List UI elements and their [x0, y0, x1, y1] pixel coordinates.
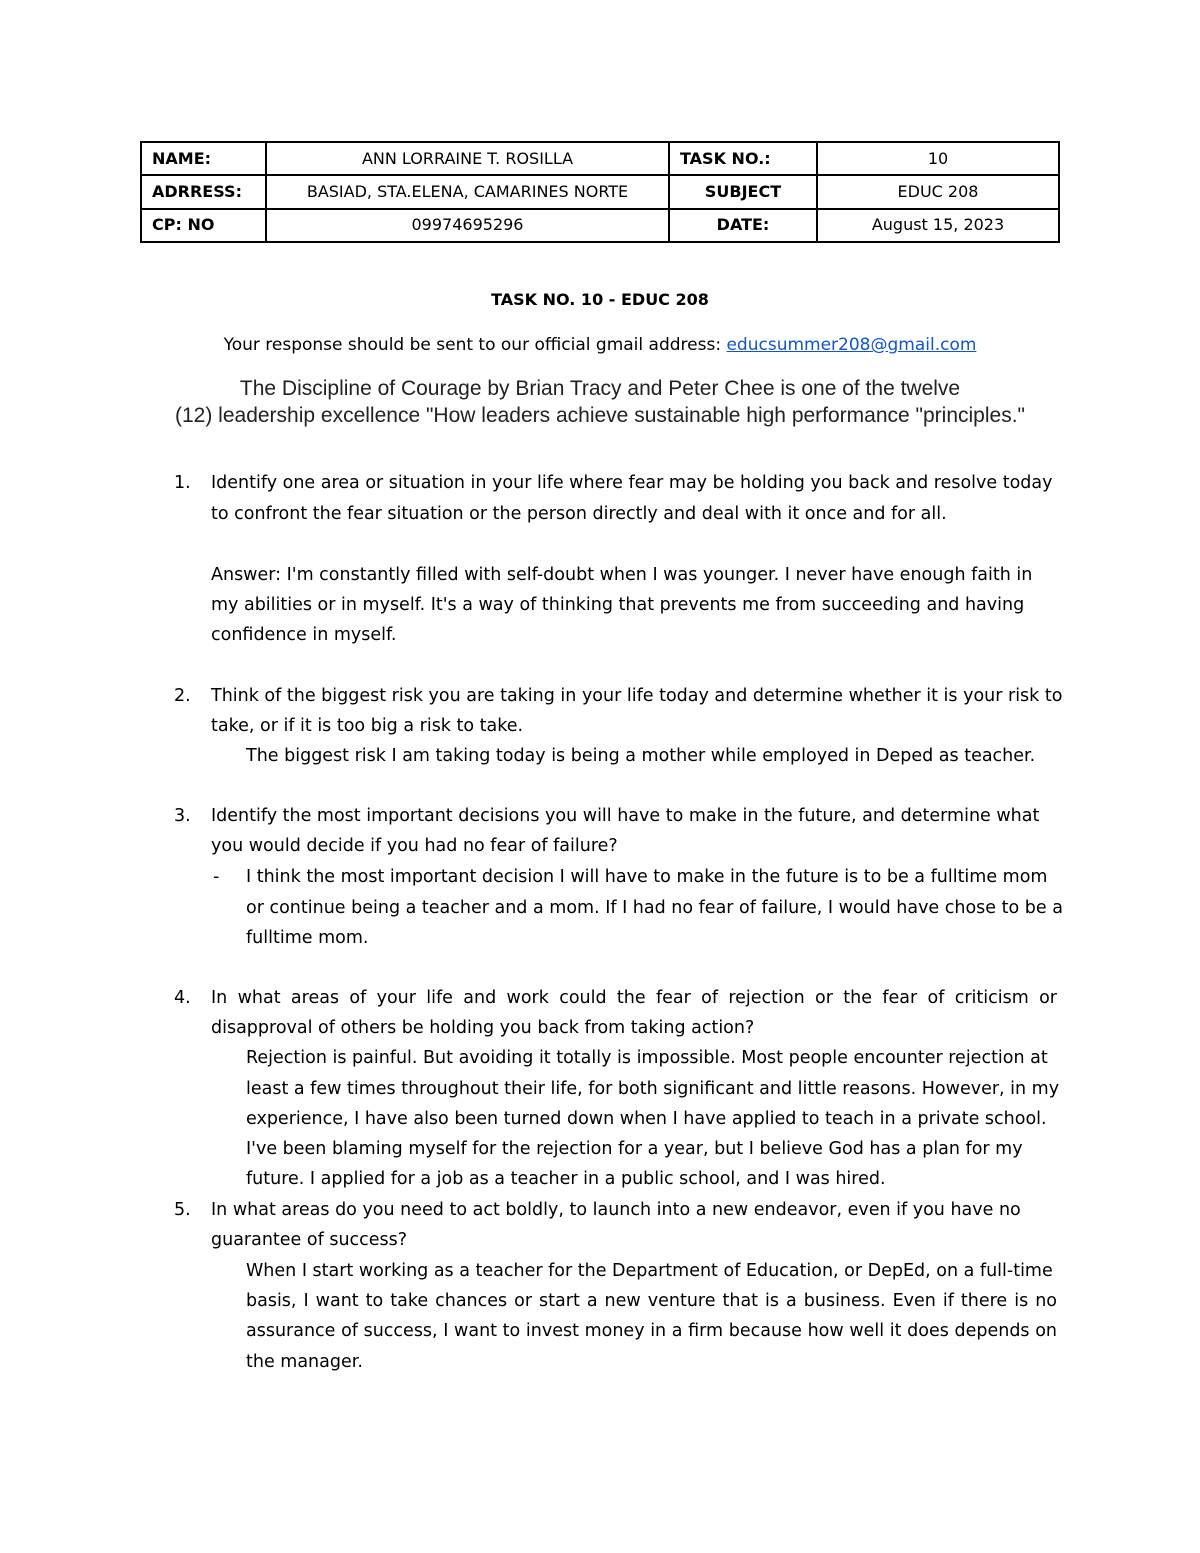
- task-label: TASK NO.:: [669, 142, 817, 175]
- question-line: Identify the most important decisions you will have to make in the future, and determine what: [211, 806, 1040, 826]
- question-line: disapproval of others be holding you back from taking action?: [211, 1018, 755, 1038]
- answer-line: Answer: I'm constantly filled with self-doubt when I was younger. I never have enough faith in: [211, 565, 1033, 585]
- answer-line: confidence in myself.: [211, 625, 397, 645]
- answer-line: least a few times throughout their life, for both significant and little reasons. However, in my: [246, 1079, 1060, 1099]
- email-link[interactable]: educsummer208@gmail.com: [726, 335, 977, 355]
- question-number: 3.: [174, 806, 191, 826]
- table-row: [141, 209, 1059, 242]
- answer-line: I think the most important decision I will have to make in the future is to be a fulltime mom: [246, 867, 1048, 887]
- send-instruction-text: Your response should be sent to our official gmail address:: [223, 335, 727, 355]
- cp-value: 09974695296: [266, 209, 669, 242]
- answer-line: future. I applied for a job as a teacher in a public school, and I was hired.: [246, 1169, 886, 1189]
- cp-label: CP: NO: [141, 209, 266, 242]
- answer-line: assurance of success, I want to invest money in a firm because how well it does depends on: [246, 1321, 1057, 1341]
- answer-line: When I start working as a teacher for the Department of Education, or DepEd, on a full-time: [246, 1261, 1053, 1281]
- question-line: take, or if it is too big a risk to take.: [211, 716, 524, 736]
- answer-dash: -: [213, 867, 220, 887]
- intro-line: (12) leadership excellence "How leaders achieve sustainable high performance "principles.": [175, 404, 1025, 427]
- intro-line: The Discipline of Courage by Brian Tracy and Peter Chee is one of the twelve: [239, 377, 961, 400]
- subject-label: SUBJECT: [669, 175, 817, 208]
- answer-line: Rejection is painful. But avoiding it totally is impossible. Most people encounter rejection at: [246, 1048, 1048, 1068]
- question-number: 4.: [174, 988, 191, 1008]
- intro-paragraph: [140, 375, 1060, 429]
- answer-line: or continue being a teacher and a mom. If I had no fear of failure, I would have chose to be a: [246, 898, 1063, 918]
- question-line: Identify one area or situation in your life where fear may be holding you back and resolve today: [211, 473, 1053, 493]
- task-value: 10: [817, 142, 1059, 175]
- subject-value: EDUC 208: [817, 175, 1059, 208]
- header-info-table: [140, 141, 1060, 243]
- question-line: you would decide if you had no fear of failure?: [211, 836, 618, 856]
- answer-line: the manager.: [246, 1352, 363, 1372]
- question-line: guarantee of success?: [211, 1230, 408, 1250]
- question-number: 2.: [174, 686, 191, 706]
- date-value: August 15, 2023: [817, 209, 1059, 242]
- answer-line: my abilities or in myself. It's a way of thinking that prevents me from succeeding and having: [211, 595, 1025, 615]
- question-line: to confront the fear situation or the person directly and deal with it once and for all.: [211, 504, 947, 524]
- question-line: In what areas do you need to act boldly, to launch into a new endeavor, even if you have no: [211, 1200, 1021, 1220]
- name-label: NAME:: [141, 142, 266, 175]
- name-value: ANN LORRAINE T. ROSILLA: [266, 142, 669, 175]
- answer-line: I've been blaming myself for the rejection for a year, but I believe God has a plan for my: [246, 1139, 1023, 1159]
- question-number: 1.: [174, 473, 191, 493]
- answer-line: fulltime mom.: [246, 928, 369, 948]
- send-instruction: [0, 335, 1200, 355]
- answer-line: experience, I have also been turned down when I have applied to teach in a private school.: [246, 1109, 1047, 1129]
- table-row: [141, 175, 1059, 208]
- table-row: [141, 142, 1059, 175]
- task-title: TASK NO. 10 - EDUC 208: [491, 290, 709, 309]
- answer-line: basis, I want to take chances or start a new venture that is a business. Even if there is no: [246, 1291, 1057, 1311]
- question-number: 5.: [174, 1200, 191, 1220]
- address-label: ADRRESS:: [141, 175, 266, 208]
- answer-line: The biggest risk I am taking today is being a mother while employed in Deped as teacher.: [246, 746, 1036, 766]
- question-line: Think of the biggest risk you are taking in your life today and determine whether it is your risk to: [211, 686, 1063, 706]
- address-value: BASIAD, STA.ELENA, CAMARINES NORTE: [266, 175, 669, 208]
- date-label: DATE:: [669, 209, 817, 242]
- question-line: In what areas of your life and work could the fear of rejection or the fear of criticism or: [211, 988, 1057, 1008]
